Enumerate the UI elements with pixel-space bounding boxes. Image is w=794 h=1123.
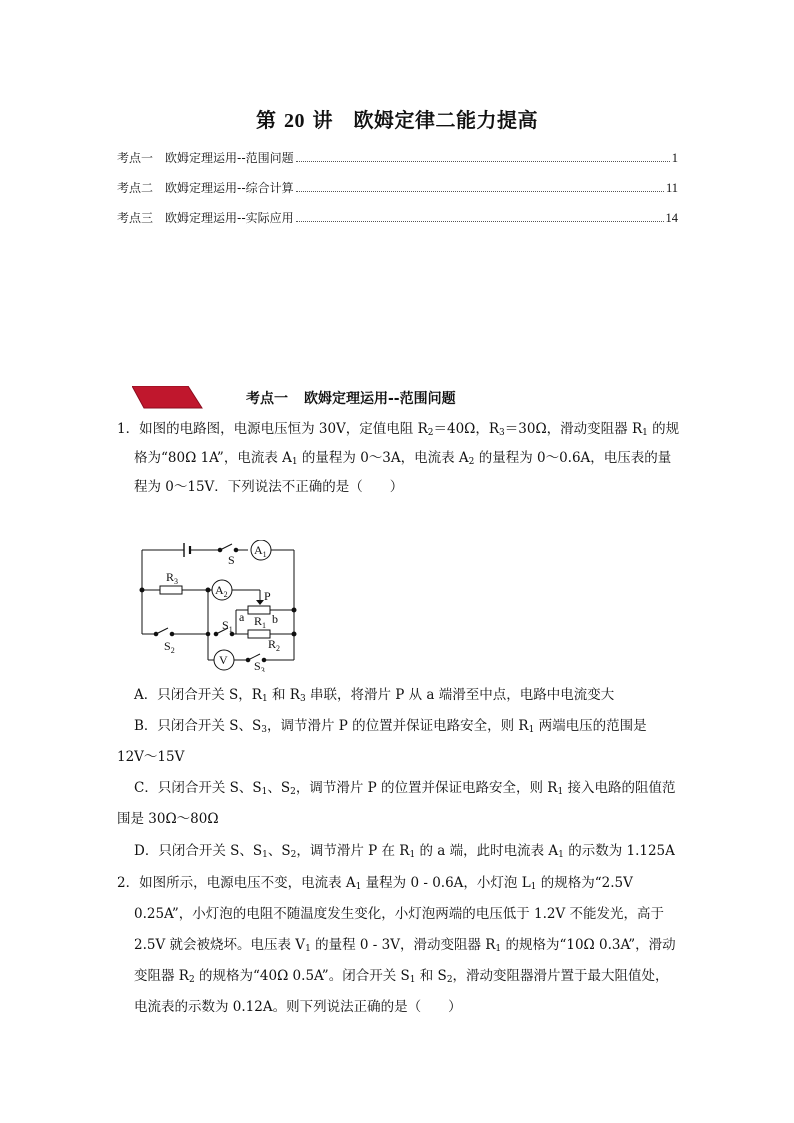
q1-option-c-cont: 围是 30Ω～80Ω [117, 811, 219, 827]
svg-text:S1: $S_1$ [222, 618, 233, 634]
q2-text-line-4: 变阻器 $R_2$ 的规格为“40Ω 0.5A”。闭合开关 $S_1$ 和 $S_2$，滑动变阻器滑片置于最大阻值处， [134, 968, 669, 985]
svg-text:S3: $S_3$ [254, 659, 265, 672]
q1-option-d[interactable]: D．只闭合开关 S、$S_1$、$S_2$，调节滑片 P 在 $R_1$ 的 a 端，此时电流表 $A_1$ 的示数为 1.125A [134, 843, 675, 860]
toc-label: 考点一 欧姆定理运用--范围问题 [117, 151, 294, 165]
svg-text:P: P [264, 589, 271, 603]
q2-text-line-3: 2.5V 就会被烧坏。电压表 $V_1$ 的量程 0 - 3V，滑动变阻器 $R_1$ 的规格为“10Ω 0.3A”，滑动 [134, 937, 676, 954]
q2-text-line-1: 2．如图所示，电源电压不变，电流表 $A_1$ 量程为 0 - 0.6A，小灯泡 $L_1$ 的规格为“2.5V [117, 875, 633, 892]
toc-row-2[interactable] [117, 176, 678, 196]
toc-row-1[interactable] [117, 146, 678, 166]
toc-label: 考点三 欧姆定理运用--实际应用 [117, 211, 294, 225]
svg-text:R3: $R_3$ [166, 570, 179, 586]
toc-row-3[interactable] [117, 206, 678, 226]
toc-page-number: 11 [665, 181, 678, 195]
toc-page-number: 1 [671, 151, 678, 165]
q1-text-line-1: 1．如图的电路图，电源电压恒为 30V，定值电阻 $R_2=40\Omega$，$R_3=30\Omega$，滑动变阻器 $R_1$ 的规 [117, 421, 680, 438]
section-banner-shape [132, 386, 204, 410]
toc-leader-dots [296, 161, 670, 162]
page-title: 第 20 讲 欧姆定律二能力提高 [256, 108, 538, 132]
toc-page-number: 14 [665, 211, 678, 225]
svg-text:R2: $R_2$ [268, 637, 281, 653]
svg-text:A2: $A_2$ [215, 583, 228, 599]
q1-option-a[interactable]: A．只闭合开关 S，$R_1$ 和 $R_3$ 串联，将滑片 P 从 a 端滑至中点，电路中电流变大 [134, 687, 615, 704]
circuit-diagram [136, 540, 306, 672]
q1-text-line-2: 格为“80Ω 1A”，电流表 $A_1$ 的量程为 0～3A，电流表 $A_2$ 的量程为 0～0.6A，电压表的量 [134, 450, 672, 467]
q2-text-line-2: 0.25A”，小灯泡的电阻不随温度发生变化，小灯泡两端的电压低于 1.2V 不能发光，高于 [134, 906, 665, 922]
q1-text-line-3: 程为 0～15V．下列说法不正确的是（ ） [134, 479, 404, 495]
q2-text-line-5: 电流表的示数为 0.12A。则下列说法正确的是（ ） [134, 999, 462, 1015]
toc-label: 考点二 欧姆定理运用--综合计算 [117, 181, 294, 195]
toc-leader-dots [296, 191, 664, 192]
svg-text:A1: $A_1$ [254, 543, 267, 559]
svg-text:a: a [239, 610, 245, 624]
q1-option-b-cont: 12V～15V [117, 749, 185, 765]
svg-text:S2: $S_2$ [164, 639, 175, 655]
q1-option-c[interactable]: C．只闭合开关 S、$S_1$、$S_2$，调节滑片 P 的位置并保证电路安全，则 $R_1$ 接入电路的阻值范 [134, 780, 676, 797]
svg-text:R1: $R_1$ [254, 614, 267, 630]
svg-text:V: V [219, 653, 228, 667]
toc-leader-dots [296, 221, 664, 222]
svg-text:b: b [272, 612, 278, 626]
section-heading: 考点一 欧姆定理运用--范围问题 [246, 391, 456, 407]
q1-option-b[interactable]: B．只闭合开关 S、$S_3$，调节滑片 P 的位置并保证电路安全，则 $R_1$ 两端电压的范围是 [134, 718, 647, 735]
svg-text:S: S [228, 553, 235, 567]
